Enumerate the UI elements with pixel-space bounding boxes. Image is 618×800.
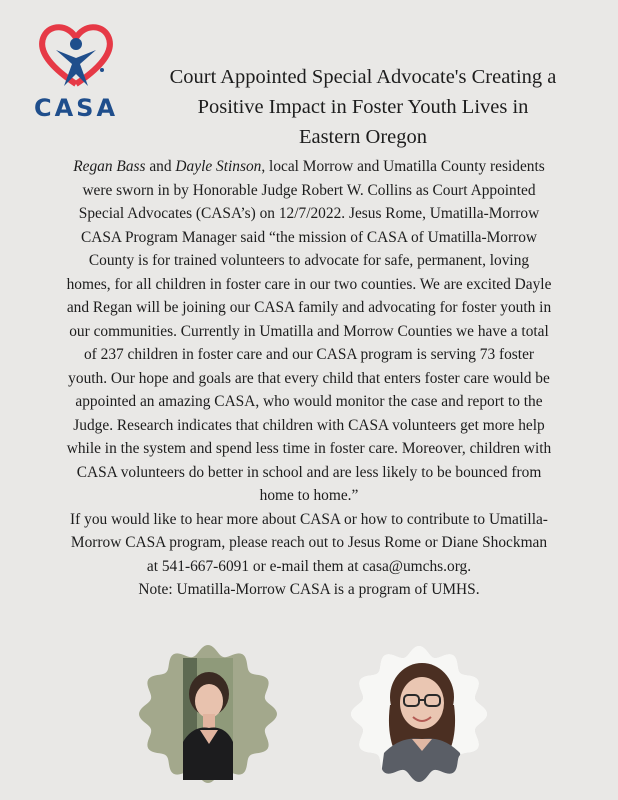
body-line: were sworn in by Honorable Judge Robert W. Collins as Court Appointed [82,181,536,199]
person-name: Dayle Stinson [175,158,262,175]
body-line: Morrow CASA program, please reach out to Jesus Rome or Diane Shockman [70,534,548,551]
body-line [2,155,616,179]
body-line: home to home.” [259,487,359,504]
body-line: CASA Program Manager said “the mission of CASA of Umatilla-Morrow [80,228,538,246]
body-line: and Regan will be joining our CASA family and advocating for foster youth in [66,299,552,316]
body-line: If you would like to hear more about CASA or how to contribute to Umatilla- [70,510,548,528]
page-title [108,62,618,152]
title-line: Court Appointed Special Advocate's Creating a [169,66,557,88]
body-line: Judge. Research indicates that children with CASA volunteers get more help [73,416,545,434]
header [0,0,618,160]
body-line: our communities. Currently in Umatilla and Morrow Counties we have a total [69,322,549,340]
conjunction: and [145,158,176,175]
body-line: of 237 children in foster care and our CASA program is serving 73 foster [83,346,535,363]
body-line: CASA volunteers do better in school and are less likely to be bounced from [76,463,542,481]
body-line: County is for trained volunteers to advocate for safe, permanent, loving [88,252,530,269]
body-line: at 541-667-6091 or e-mail them at casa@umchs.org. [146,557,472,575]
heart-figure-icon [36,22,116,94]
body-line: while in the system and spend less time in foster care. Moreover, children with [66,440,552,457]
body-line: appointed an amazing CASA, who would monitor the case and report to the [75,393,543,410]
article-body [2,155,616,602]
body-line: Special Advocates (CASA’s) on 12/7/2022. Jesus Rome, Umatilla-Morrow [78,205,540,222]
portrait-photo-right [350,645,488,783]
title-line: Positive Impact in Foster Youth Lives in [197,96,529,118]
body-line: Note: Umatilla-Morrow CASA is a program of UMHS. [138,581,480,598]
scalloped-frame-right [350,645,488,783]
title-line: Eastern Oregon [298,126,428,148]
portrait-photo-left [138,644,278,784]
body-line: homes, for all children in foster care in our two counties. We are excited Dayle [66,275,552,293]
logo-text: CASA [33,94,119,122]
person-name: Regan Bass [73,158,146,175]
body-line-rest: , local Morrow and Umatilla County residents [261,158,545,175]
scalloped-frame-left [138,644,278,784]
body-line: youth. Our hope and goals are that every child that enters foster care would be [68,369,550,387]
